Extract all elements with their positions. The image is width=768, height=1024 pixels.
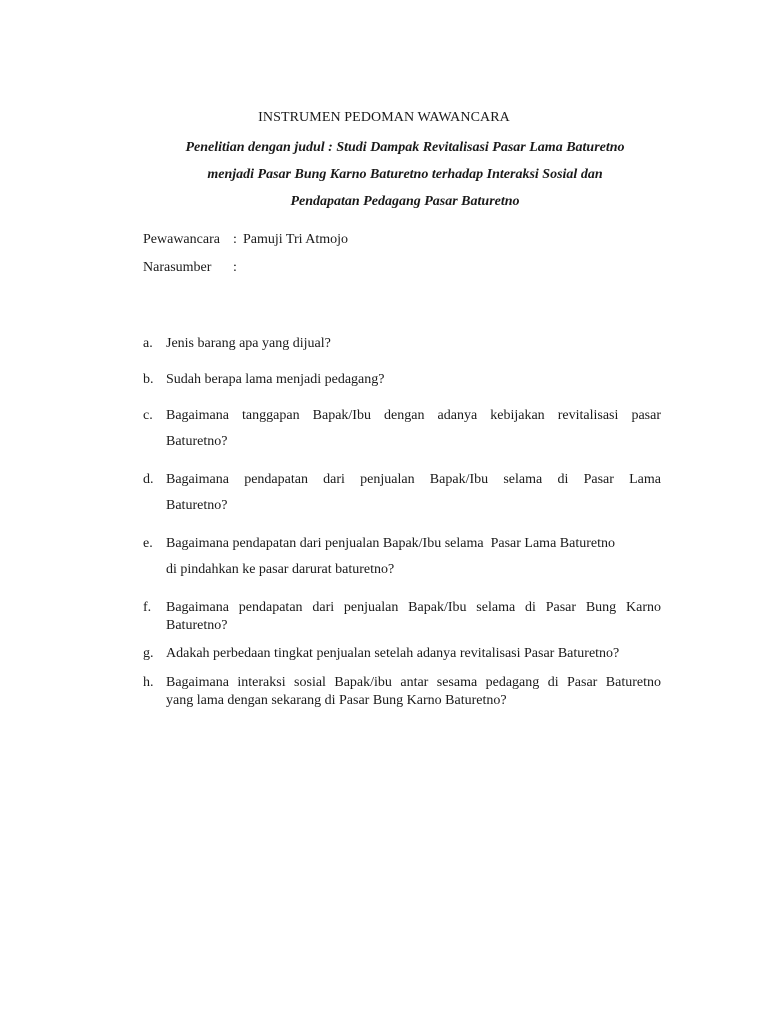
document-title: INSTRUMEN PEDOMAN WAWANCARA	[258, 110, 510, 125]
question-line: Baturetno?	[166, 498, 228, 513]
interviewer-colon: :	[233, 232, 237, 247]
question-letter: c.	[143, 408, 153, 423]
question-item	[143, 531, 661, 583]
question-text	[166, 367, 661, 393]
question-letter: g.	[143, 646, 154, 661]
question-item	[143, 645, 661, 663]
question-line: Adakah perbedaan tingkat penjualan setelah adanya revitalisasi Pasar Baturetno?	[166, 646, 620, 661]
question-text	[166, 645, 661, 663]
question-item	[143, 403, 661, 455]
question-line: Bagaimana pendapatan dari penjualan Bapak/Ibu selama Pasar Lama Baturetno	[166, 536, 615, 551]
interviewer-row	[143, 232, 348, 248]
subtitle-line-1: Penelitian dengan judul : Studi Dampak Revitalisasi Pasar Lama Baturetno	[185, 140, 625, 155]
interviewer-value: Pamuji Tri Atmojo	[243, 232, 349, 247]
question-text	[166, 674, 661, 710]
question-line: Baturetno?	[166, 434, 228, 449]
subtitle-line-2: menjadi Pasar Bung Karno Baturetno terhadap Interaksi Sosial dan	[207, 167, 603, 182]
question-text	[166, 531, 661, 583]
question-item	[143, 599, 661, 635]
question-line: Baturetno?	[166, 618, 228, 633]
question-line: Sudah berapa lama menjadi pedagang?	[166, 372, 385, 387]
question-letter: b.	[143, 372, 154, 387]
question-item	[143, 674, 661, 710]
question-text	[166, 331, 661, 357]
question-line: Bagaimana pendapatan dari penjualan Bapak/Ibu selama di Pasar Lama	[166, 472, 661, 487]
question-text	[166, 599, 661, 635]
question-line: yang lama dengan sekarang di Pasar Bung Karno Baturetno?	[166, 693, 507, 708]
question-letter: h.	[143, 675, 154, 690]
question-text	[166, 467, 661, 519]
question-letter: a.	[143, 336, 153, 351]
question-item	[143, 367, 661, 393]
interviewer-label: Pewawancara	[143, 232, 220, 247]
question-letter: d.	[143, 472, 154, 487]
question-letter: e.	[143, 536, 153, 551]
question-letter: f.	[143, 600, 152, 615]
question-line: Bagaimana pendapatan dari penjualan Bapak/Ibu selama di Pasar Bung Karno	[166, 600, 661, 615]
interviewee-colon: :	[233, 260, 237, 275]
question-line: di pindahkan ke pasar darurat baturetno?	[166, 562, 395, 577]
question-line: Bagaimana tanggapan Bapak/Ibu dengan adanya kebijakan revitalisasi pasar	[166, 408, 661, 423]
question-text	[166, 403, 661, 455]
question-line: Bagaimana interaksi sosial Bapak/ibu antar sesama pedagang di Pasar Baturetno	[166, 675, 661, 690]
question-item	[143, 467, 661, 519]
question-item	[143, 331, 661, 357]
subtitle-line-3: Pendapatan Pedagang Pasar Baturetno	[290, 194, 520, 209]
question-line: Jenis barang apa yang dijual?	[166, 336, 331, 351]
interviewee-row	[143, 260, 243, 276]
interviewee-label: Narasumber	[143, 260, 212, 275]
